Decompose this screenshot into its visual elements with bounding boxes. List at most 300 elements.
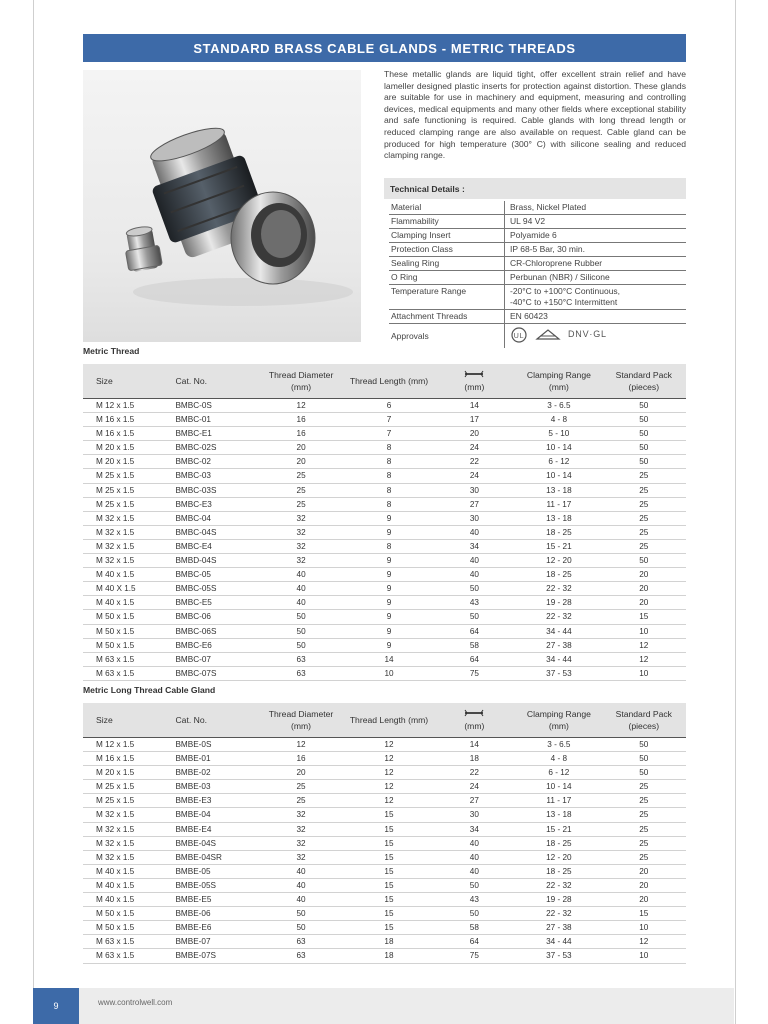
table-cell: 22 - 32 [516, 907, 601, 921]
table-cell: 22 - 32 [516, 582, 601, 596]
table-cell: BMBE-07S [167, 949, 256, 963]
table-cell: BMBE-E6 [167, 921, 256, 935]
table-cell: 63 [257, 935, 346, 949]
tech-key: Temperature Range [389, 285, 505, 310]
table-row [83, 666, 686, 680]
table-cell: M 20 x 1.5 [83, 455, 167, 469]
table-cell: M 40 x 1.5 [83, 893, 167, 907]
table-cell: 18 - 25 [516, 864, 601, 878]
table-cell: 24 [433, 469, 517, 483]
table-cell: 22 [433, 766, 517, 780]
table-cell: M 63 x 1.5 [83, 949, 167, 963]
table-cell: M 32 x 1.5 [83, 539, 167, 553]
table-cell: 8 [345, 455, 432, 469]
table-cell: 15 - 21 [516, 539, 601, 553]
table-cell: 20 [257, 766, 346, 780]
table-cell: M 20 x 1.5 [83, 766, 167, 780]
table-row [83, 568, 686, 582]
table-cell: 43 [433, 893, 517, 907]
table-cell: 22 [433, 455, 517, 469]
page-title: STANDARD BRASS CABLE GLANDS - METRIC THREADS [83, 34, 686, 62]
table-cell: 40 [433, 554, 517, 568]
table-cell: 10 [602, 666, 686, 680]
tech-value-line: Brass, Nickel Plated [510, 202, 587, 212]
table-cell: 20 [602, 864, 686, 878]
table-row [83, 822, 686, 836]
table-cell: M 50 x 1.5 [83, 907, 167, 921]
table-cell: M 50 x 1.5 [83, 610, 167, 624]
table-cell: 50 [433, 582, 517, 596]
dnv-gl-text: DNV·GL [568, 329, 607, 339]
table-cell: 50 [257, 921, 346, 935]
table-cell: 40 [257, 568, 346, 582]
wrench-icon [435, 708, 515, 720]
table-cell: 27 - 38 [516, 921, 601, 935]
table-cell: 9 [345, 554, 432, 568]
table-cell: 15 [345, 921, 432, 935]
table-cell: 13 - 18 [516, 483, 601, 497]
table-cell: BMBE-04SR [167, 850, 256, 864]
table-cell: 58 [433, 921, 517, 935]
table-cell: BMBC-E4 [167, 539, 256, 553]
tech-value [505, 271, 687, 285]
table-row [83, 907, 686, 921]
table-cell: 64 [433, 935, 517, 949]
tech-key: Clamping Insert [389, 229, 505, 243]
table-cell: 4 - 8 [516, 752, 601, 766]
table-cell: 17 [433, 413, 517, 427]
table-cell: 63 [257, 652, 346, 666]
table-cell: 25 [257, 497, 346, 511]
table-row [83, 596, 686, 610]
table-cell: 6 - 12 [516, 766, 601, 780]
table-cell: 13 - 18 [516, 808, 601, 822]
table-cell: 43 [433, 596, 517, 610]
table-cell: 50 [433, 610, 517, 624]
table-cell: 10 - 14 [516, 780, 601, 794]
tech-value-line: Polyamide 6 [510, 230, 557, 240]
table-cell: BMBC-05 [167, 568, 256, 582]
table-cell: 12 - 20 [516, 850, 601, 864]
table-cell: 15 [345, 836, 432, 850]
table-cell: 30 [433, 808, 517, 822]
tech-row [389, 243, 686, 257]
table-cell: 15 [345, 893, 432, 907]
table-cell: 8 [345, 497, 432, 511]
table-row [83, 539, 686, 553]
tech-row [389, 215, 686, 229]
table-cell: 32 [257, 808, 346, 822]
table-cell: 9 [345, 582, 432, 596]
table-row [83, 808, 686, 822]
table-cell: M 16 x 1.5 [83, 752, 167, 766]
table-cell: M 32 x 1.5 [83, 850, 167, 864]
table-row [83, 766, 686, 780]
table-cell: BMBC-05S [167, 582, 256, 596]
table-cell: 25 [602, 822, 686, 836]
table-cell: 34 - 44 [516, 624, 601, 638]
table-cell: 18 [433, 752, 517, 766]
tech-row [389, 271, 686, 285]
table-cell: 25 [602, 794, 686, 808]
table-cell: BMBC-04S [167, 525, 256, 539]
table-cell: 40 [257, 582, 346, 596]
table-cell: 15 [345, 878, 432, 892]
table-cell: 14 [433, 399, 517, 413]
table-row [83, 738, 686, 752]
table-cell: 25 [602, 539, 686, 553]
table-cell: 10 - 14 [516, 441, 601, 455]
table-cell: M 32 x 1.5 [83, 836, 167, 850]
table-cell: 14 [433, 738, 517, 752]
table-cell: M 16 x 1.5 [83, 427, 167, 441]
column-header [257, 364, 346, 399]
table-cell: 19 - 28 [516, 893, 601, 907]
table-cell: 30 [433, 483, 517, 497]
table-cell: 15 [345, 822, 432, 836]
table-cell: M 20 x 1.5 [83, 441, 167, 455]
table-cell: BMBC-02S [167, 441, 256, 455]
table-cell: 25 [602, 850, 686, 864]
column-header [167, 703, 256, 738]
table-cell: M 32 x 1.5 [83, 554, 167, 568]
table-row [83, 455, 686, 469]
table-cell: 32 [257, 822, 346, 836]
tech-key: O Ring [389, 271, 505, 285]
table-cell: M 12 x 1.5 [83, 399, 167, 413]
table-cell: 40 [433, 850, 517, 864]
wrench-icon [435, 369, 515, 381]
table-cell: 12 [345, 794, 432, 808]
table-cell: 40 [433, 568, 517, 582]
table-cell: M 40 x 1.5 [83, 878, 167, 892]
table-row [83, 794, 686, 808]
column-header-label: (mm) [464, 721, 485, 731]
table-cell: 25 [257, 794, 346, 808]
table-cell: BMBC-02 [167, 455, 256, 469]
table-cell: 15 [345, 907, 432, 921]
page-number: 9 [33, 988, 79, 1024]
tech-value [505, 243, 687, 257]
table-cell: 4 - 8 [516, 413, 601, 427]
cable-glands-image [83, 70, 361, 342]
table-cell: 10 [602, 624, 686, 638]
table-cell: 34 - 44 [516, 935, 601, 949]
table-cell: 63 [257, 949, 346, 963]
table-cell: 34 [433, 539, 517, 553]
table-row [83, 864, 686, 878]
tech-key: Protection Class [389, 243, 505, 257]
table-cell: 12 [257, 738, 346, 752]
table-cell: 22 - 32 [516, 878, 601, 892]
table-cell: 25 [257, 780, 346, 794]
table-cell: 40 [433, 525, 517, 539]
table-cell: 34 [433, 822, 517, 836]
column-header-label: Thread Diameter (mm) [268, 709, 334, 731]
table-row [83, 582, 686, 596]
table-cell: BMBC-01 [167, 413, 256, 427]
tech-row [389, 285, 686, 310]
table-cell: 40 [257, 893, 346, 907]
table-row [83, 554, 686, 568]
table-cell: BMBC-03 [167, 469, 256, 483]
table-cell: 10 [345, 666, 432, 680]
table-cell: 50 [602, 427, 686, 441]
table-cell: 24 [433, 780, 517, 794]
table-cell: 12 [602, 935, 686, 949]
table-cell: M 25 x 1.5 [83, 469, 167, 483]
table-row [83, 511, 686, 525]
table-cell: 64 [433, 652, 517, 666]
table-cell: 12 [345, 780, 432, 794]
table-row [83, 497, 686, 511]
table-cell: 27 [433, 794, 517, 808]
metric-thread-table [83, 364, 686, 681]
table-cell: BMBE-01 [167, 752, 256, 766]
table-cell: BMBE-05S [167, 878, 256, 892]
table-cell: M 40 X 1.5 [83, 582, 167, 596]
table-cell: BMBE-E4 [167, 822, 256, 836]
column-header-label: Thread Length (mm) [349, 376, 429, 386]
column-header-label: Clamping Range (mm) [526, 709, 591, 731]
tech-value [505, 310, 687, 324]
table-cell: BMBE-E3 [167, 794, 256, 808]
table-cell: 8 [345, 441, 432, 455]
table-cell: BMBE-02 [167, 766, 256, 780]
table-cell: 32 [257, 511, 346, 525]
table-cell: 12 [257, 399, 346, 413]
table-cell: 12 - 20 [516, 554, 601, 568]
table-cell: 16 [257, 752, 346, 766]
table-cell: BMBC-07S [167, 666, 256, 680]
table-cell: 20 [602, 893, 686, 907]
tech-value-line: Perbunan (NBR) / Silicone [510, 272, 610, 282]
table-cell: M 50 x 1.5 [83, 921, 167, 935]
table-cell: 9 [345, 568, 432, 582]
column-header [257, 703, 346, 738]
table-cell: 25 [602, 808, 686, 822]
table-row [83, 652, 686, 666]
table-cell: 25 [602, 497, 686, 511]
table-cell: M 25 x 1.5 [83, 780, 167, 794]
table-cell: 25 [602, 525, 686, 539]
tech-key: Attachment Threads [389, 310, 505, 324]
table-row [83, 878, 686, 892]
table-cell: M 16 x 1.5 [83, 413, 167, 427]
dnv-gl-logo-icon [535, 327, 561, 343]
table-row [83, 935, 686, 949]
column-header [602, 364, 686, 399]
table-cell: 20 [257, 441, 346, 455]
table-cell: 12 [345, 738, 432, 752]
column-header-label: (mm) [464, 382, 485, 392]
table-cell: 40 [257, 864, 346, 878]
table-cell: 25 [602, 780, 686, 794]
table-cell: M 32 x 1.5 [83, 822, 167, 836]
table-row [83, 752, 686, 766]
column-header [602, 703, 686, 738]
tech-row [389, 310, 686, 324]
tech-value [505, 201, 687, 215]
tech-row [389, 201, 686, 215]
table-cell: 75 [433, 949, 517, 963]
table-cell: 50 [257, 638, 346, 652]
table-cell: 50 [602, 752, 686, 766]
table-row [83, 441, 686, 455]
table-cell: 50 [433, 878, 517, 892]
table-cell: 20 [602, 878, 686, 892]
tech-value [505, 229, 687, 243]
table-cell: 37 - 53 [516, 666, 601, 680]
column-header-label: Clamping Range (mm) [526, 370, 591, 392]
table-cell: 10 - 14 [516, 469, 601, 483]
column-header [516, 703, 601, 738]
table-cell: 50 [602, 441, 686, 455]
column-header [83, 703, 167, 738]
table-cell: 20 [602, 568, 686, 582]
table-cell: 20 [602, 582, 686, 596]
table-cell: 50 [602, 554, 686, 568]
table-cell: 25 [602, 483, 686, 497]
column-header-label: Thread Diameter (mm) [268, 370, 334, 392]
table-cell: BMBE-06 [167, 907, 256, 921]
long-thread-table [83, 703, 686, 964]
table-cell: BMBC-04 [167, 511, 256, 525]
tech-key: Material [389, 201, 505, 215]
table-cell: 32 [257, 554, 346, 568]
column-header [83, 364, 167, 399]
tech-value-line: UL 94 V2 [510, 216, 546, 226]
table-cell: M 50 x 1.5 [83, 624, 167, 638]
table-cell: 9 [345, 638, 432, 652]
column-header [345, 364, 432, 399]
table-row [83, 836, 686, 850]
table-cell: BMBE-03 [167, 780, 256, 794]
table-cell: 50 [257, 610, 346, 624]
technical-details-table [389, 201, 686, 348]
table-row [83, 483, 686, 497]
table-cell: 18 - 25 [516, 525, 601, 539]
table-cell: 6 [345, 399, 432, 413]
table-row [83, 610, 686, 624]
table-cell: 25 [257, 483, 346, 497]
table-cell: 58 [433, 638, 517, 652]
tech-value-line: -20°C to +100°C Continuous, [510, 286, 621, 296]
column-header-label: Size [96, 376, 113, 386]
table-cell: 15 [602, 610, 686, 624]
table-cell: 9 [345, 525, 432, 539]
website-link[interactable]: www.controlwell.com [98, 998, 173, 1007]
tech-value-line: IP 68-5 Bar, 30 min. [510, 244, 585, 254]
ul-logo-icon [510, 327, 528, 343]
table-cell: 9 [345, 610, 432, 624]
table-cell: 8 [345, 469, 432, 483]
tech-value-line: EN 60423 [510, 311, 548, 321]
table-cell: 27 - 38 [516, 638, 601, 652]
tech-value [505, 285, 687, 310]
table-cell: 18 [345, 935, 432, 949]
table-cell: BMBE-E5 [167, 893, 256, 907]
table-cell: 25 [602, 511, 686, 525]
table-cell: 9 [345, 596, 432, 610]
table-cell: M 32 x 1.5 [83, 511, 167, 525]
table-row [83, 893, 686, 907]
column-header-label: Standard Pack (pieces) [615, 370, 672, 392]
table-cell: 12 [345, 752, 432, 766]
table-cell: 40 [433, 836, 517, 850]
table-row [83, 469, 686, 483]
table-cell: BMBC-E1 [167, 427, 256, 441]
table-cell: BMBE-05 [167, 864, 256, 878]
table-cell: M 25 x 1.5 [83, 794, 167, 808]
table-row [83, 399, 686, 413]
table-cell: 15 [602, 907, 686, 921]
table-cell: 75 [433, 666, 517, 680]
table-row [83, 427, 686, 441]
metric-thread-label: Metric Thread [83, 346, 140, 356]
table-cell: 9 [345, 511, 432, 525]
table-cell: BMBE-04 [167, 808, 256, 822]
table-cell: 5 - 10 [516, 427, 601, 441]
table-cell: 20 [602, 596, 686, 610]
table-cell: 32 [257, 836, 346, 850]
tech-row [389, 229, 686, 243]
intro-paragraph: These metallic glands are liquid tight, offer excellent strain relief and have lameller designed plastic inserts for protection against distortion. These glands are suitable for use in machinery and equipment, measuring and controlling devices, medical equipments and many other fields where exceptional stability and safe functioning is required. Cable glands with long thread length or reduced clamping range are also available on request. Cable gland can be produced for high temperature (300° C) with silicone sealing and reduced clamping range. [384, 69, 686, 161]
column-header [345, 703, 432, 738]
table-cell: 50 [602, 455, 686, 469]
table-cell: BMBC-E3 [167, 497, 256, 511]
table-cell: M 25 x 1.5 [83, 483, 167, 497]
table-cell: 19 - 28 [516, 596, 601, 610]
approvals-row [389, 324, 686, 349]
table-cell: BMBE-07 [167, 935, 256, 949]
table-cell: 15 - 21 [516, 822, 601, 836]
table-cell: 50 [602, 766, 686, 780]
table-cell: 18 [345, 949, 432, 963]
table-cell: M 50 x 1.5 [83, 638, 167, 652]
table-cell: 32 [257, 525, 346, 539]
table-cell: BMBC-06S [167, 624, 256, 638]
table-cell: 12 [602, 652, 686, 666]
table-cell: M 40 x 1.5 [83, 596, 167, 610]
table-cell: 50 [433, 907, 517, 921]
table-cell: 50 [602, 399, 686, 413]
table-cell: M 40 x 1.5 [83, 864, 167, 878]
table-cell: 18 - 25 [516, 836, 601, 850]
table-cell: 20 [433, 427, 517, 441]
column-header-label: Standard Pack (pieces) [615, 709, 672, 731]
table-cell: 32 [257, 850, 346, 864]
table-cell: BMBC-E6 [167, 638, 256, 652]
table-cell: 22 - 32 [516, 610, 601, 624]
table-cell: 16 [257, 413, 346, 427]
table-cell: 14 [345, 652, 432, 666]
tech-value-line: CR-Chloroprene Rubber [510, 258, 603, 268]
table-cell: 32 [257, 539, 346, 553]
table-cell: M 25 x 1.5 [83, 497, 167, 511]
table-cell: 8 [345, 539, 432, 553]
table-cell: BMBC-03S [167, 483, 256, 497]
table-cell: M 63 x 1.5 [83, 935, 167, 949]
table-cell: 24 [433, 441, 517, 455]
column-header-label: Size [96, 715, 113, 725]
table-row [83, 780, 686, 794]
table-row [83, 638, 686, 652]
table-cell: 10 [602, 949, 686, 963]
table-cell: 50 [602, 413, 686, 427]
table-cell: M 63 x 1.5 [83, 666, 167, 680]
tech-value [505, 215, 687, 229]
